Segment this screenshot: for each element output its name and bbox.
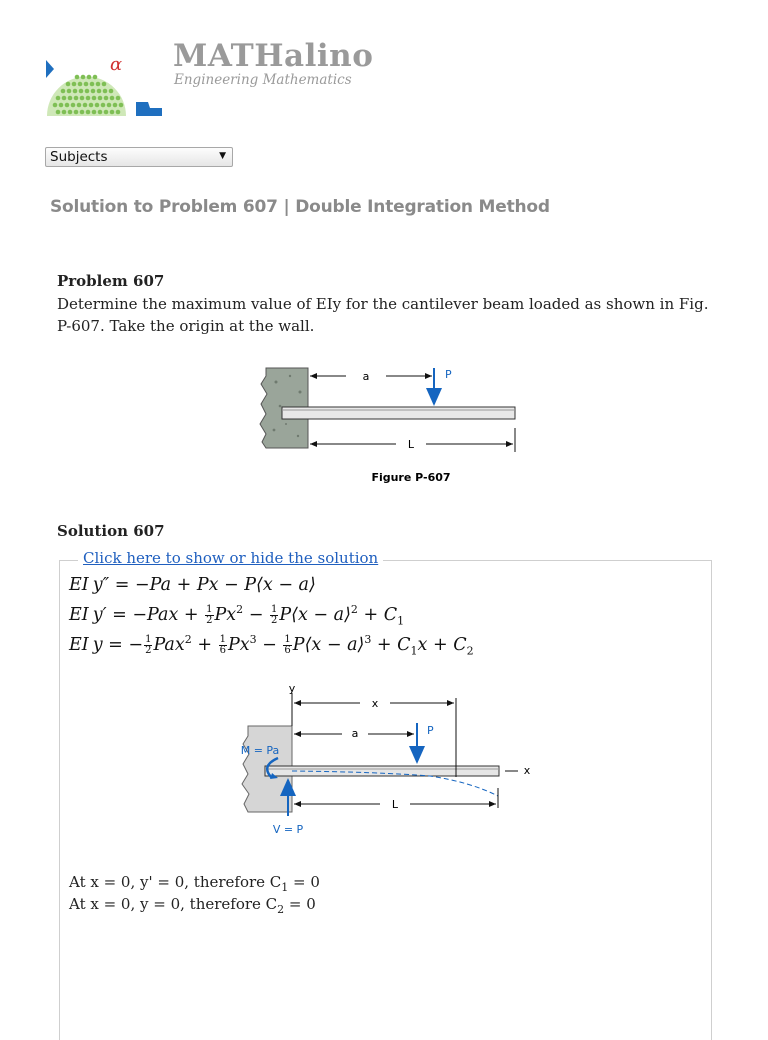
- fig1-label-a: a: [362, 370, 370, 383]
- fig2-label-p: P: [427, 724, 434, 737]
- problem-title: Problem 607: [57, 272, 165, 290]
- toggle-solution-link[interactable]: Click here to show or hide the solution: [78, 549, 383, 567]
- subjects-select-value: Subjects: [50, 149, 108, 165]
- site-tagline: Engineering Mathematics: [174, 72, 352, 88]
- logo-alpha-icon: α: [110, 54, 123, 75]
- fig2-label-x-top: x: [371, 697, 379, 710]
- mathalino-logo[interactable]: [44, 52, 164, 118]
- figure-p607: [256, 362, 522, 488]
- fig1-label-l: L: [407, 438, 415, 451]
- fig1-caption: Figure P-607: [371, 471, 451, 484]
- dropdown-caret-icon: ▼: [219, 151, 226, 161]
- page-title: Solution to Problem 607 | Double Integration Method: [50, 197, 550, 217]
- subjects-select[interactable]: [45, 147, 233, 167]
- figure-free-body: [230, 678, 540, 840]
- solution-title: Solution 607: [57, 522, 165, 540]
- fig2-label-shear: V = P: [272, 823, 304, 836]
- fig1-label-p: P: [445, 368, 452, 381]
- fig2-label-y: y: [288, 682, 296, 695]
- site-name[interactable]: MATHalino: [173, 38, 374, 74]
- equation-3: EI y = − $\frac{1}{2}$ Pax$^2$ + $\frac{1}{6}$ Px$^3$ − $\frac{1}{6}$ P⟨x − a⟩$^3$ + $C_1x + C_2$: [69, 633, 474, 658]
- fig2-label-x-axis: x: [523, 764, 531, 777]
- fig2-label-moment: M = Pa: [240, 744, 280, 757]
- logo-triangle-icon: [46, 60, 54, 78]
- equation-2: EI y′ = −Pax + $\frac{1}{2}$ Px$^2$ − $\frac{1}{2}$ P⟨x − a⟩$^2$ + $C_1$: [69, 603, 405, 628]
- problem-text: Determine the maximum value of EIy for the cantilever beam loaded as shown in Fig. P-607. Take the origin at the wall.: [57, 295, 709, 335]
- boundary-condition-2: At x = 0, y = 0, therefore $C_2 = 0$: [69, 895, 316, 916]
- fig2-label-l: L: [391, 798, 399, 811]
- boundary-condition-1: At x = 0, y' = 0, therefore $C_1 = 0$: [69, 873, 320, 894]
- equation-1: EI y″ = −Pa + Px − P⟨x − a⟩: [69, 575, 316, 595]
- fig2-label-a: a: [351, 727, 359, 740]
